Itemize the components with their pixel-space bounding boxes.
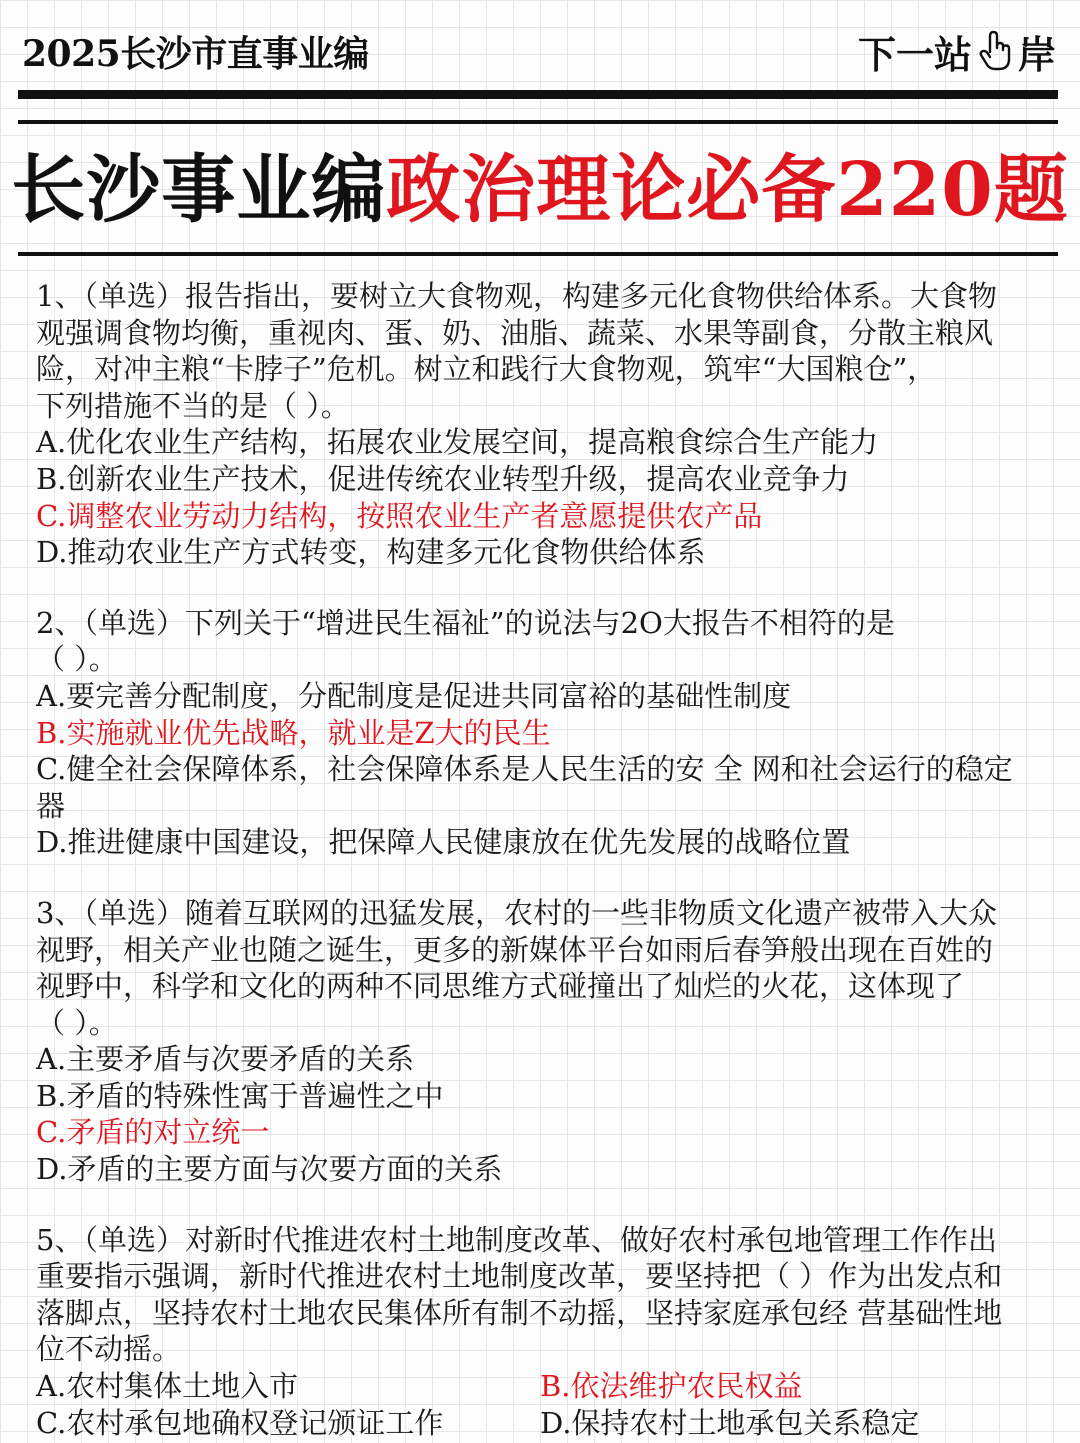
option-row (36, 1368, 1058, 1405)
divider-thick (18, 90, 1058, 99)
question-stem-line: 落脚点，坚持农村土地农民集体所有制不动摇，坚持家庭承包经 营基础性地 (36, 1295, 1003, 1330)
question-2 (36, 605, 1058, 861)
question-5 (36, 1222, 1058, 1442)
option-a: A.优化农业生产结构，拓展农业发展空间，提高粮食综合生产能力 (36, 425, 879, 460)
question-stem-line: （ ）。 (36, 1005, 118, 1040)
question-stem-line: 2、（单选）下列关于“增进民生福祉”的说法与2O大报告不相符的是 (36, 605, 895, 640)
pointing-hand-icon (978, 30, 1014, 72)
page-title-black: 长沙事业编 (11, 147, 387, 233)
question-stem-line: 3、（单选）随着互联网的迅猛发展，农村的一些非物质文化遗产被带入大众 (36, 895, 997, 930)
question-stem-line: （ ）。 (36, 642, 118, 677)
option-d: D.矛盾的主要方面与次要方面的关系 (36, 1152, 503, 1187)
option-c-correct: C.矛盾的对立统一 (36, 1115, 270, 1150)
header-bar (22, 22, 1056, 80)
option-d: D.推进健康中国建设，把保障人民健康放在优先发展的战略位置 (36, 825, 851, 860)
question-stem-line: 观强调食物均衡，重视肉、蛋、奶、油脂、蔬菜、水果等副食，分散主粮风 (36, 315, 994, 350)
question-3 (36, 895, 1058, 1188)
option-d: D.推动农业生产方式转变，构建多元化食物供给体系 (36, 535, 706, 570)
divider-thin-bottom (18, 252, 1058, 256)
question-stem-line: 视野中，科学和文化的两种不同思维方式碰撞出了灿烂的火花，这体现了 (36, 969, 965, 1004)
page-title-red: 政治理论必备220题 (386, 147, 1069, 233)
option-b: B.矛盾的特殊性寓于普遍性之中 (36, 1078, 444, 1113)
option-b-correct: B.依法维护农民权益 (540, 1369, 803, 1404)
brand-title: 2025长沙市直事业编 (22, 32, 369, 75)
question-stem-line: 重要指示强调，新时代推进农村土地制度改革，要坚持把（ ）作为出发点和 (36, 1259, 1003, 1294)
question-stem-line: 1、（单选）报告指出，要树立大食物观，构建多元化食物供给体系。大食物 (36, 279, 997, 313)
option-b: B.创新农业生产技术，促进传统农业转型升级，提高农业竞争力 (36, 461, 850, 496)
divider-thin-top (18, 120, 1058, 124)
station-left-text: 下一站 (857, 31, 972, 77)
station-label (858, 24, 1056, 79)
question-1 (36, 278, 1058, 571)
option-d: D.保持农村土地承包关系稳定 (540, 1405, 920, 1440)
question-stem-line: 险，对冲主粮“卡脖子”危机。树立和践行大食物观，筑牢“大国粮仓”， (36, 352, 937, 387)
station-right-text: 岸 (1017, 31, 1056, 77)
question-stem-line: 视野，相关产业也随之诞生，更多的新媒体平台如雨后春笋般出现在百姓的 (36, 932, 994, 967)
option-c-correct: C.调整农业劳动力结构，按照农业生产者意愿提供农产品 (36, 498, 763, 533)
option-c: C.健全社会保障体系，社会保障体系是人民生活的安 全 网和社会运行的稳定 (36, 752, 1013, 787)
question-list (36, 278, 1058, 1441)
option-c: C.农村承包地确权登记颁证工作 (36, 1405, 444, 1440)
question-stem-line: 5、（单选）对新时代推进农村土地制度改革、做好农村承包地管理工作作出 (36, 1222, 997, 1257)
option-row (36, 1405, 1058, 1442)
page-title (0, 140, 1080, 240)
option-b-correct: B.实施就业优先战略，就业是Z大的民生 (36, 715, 551, 750)
option-a: A.农村集体土地入市 (36, 1369, 299, 1404)
question-stem-line: 下列措施不当的是（ ）。 (36, 388, 350, 423)
option-c-continued: 器 (36, 788, 66, 823)
option-a: A.要完善分配制度，分配制度是促进共同富裕的基础性制度 (36, 678, 792, 713)
option-a: A.主要矛盾与次要矛盾的关系 (36, 1042, 415, 1077)
question-stem-line: 位不动摇。 (36, 1332, 182, 1367)
